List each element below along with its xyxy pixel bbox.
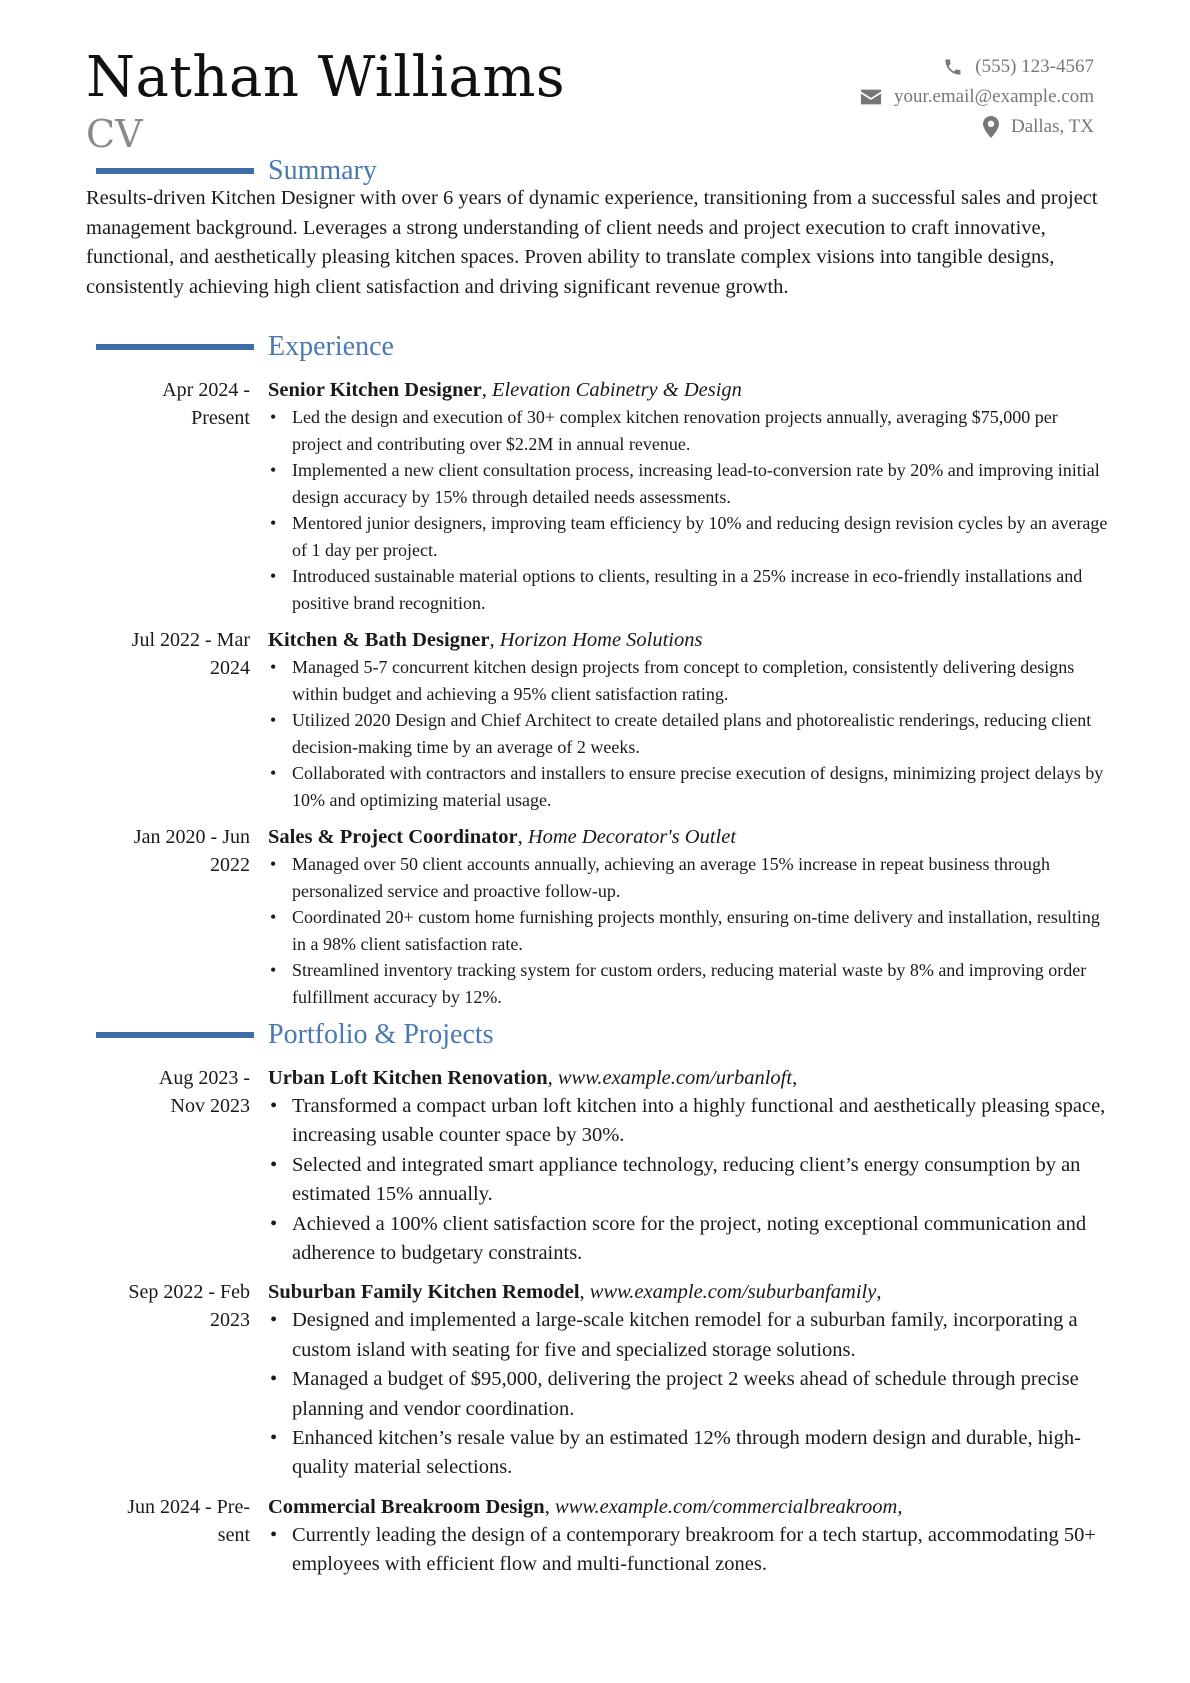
contact-location: Dallas, TX <box>1010 116 1094 137</box>
contact-location-row <box>860 112 1094 142</box>
entry-date <box>0 1278 250 1482</box>
entry-date-end: 2022 <box>210 854 250 876</box>
experience-heading <box>0 330 1190 366</box>
entry-date-start: Jul 2022 - Mar <box>131 629 250 651</box>
list-item: • Managed 5-7 concurrent kitchen design projects from concept to completion, consistently delivering designs within budget and achieving a 95% client satisfaction rating. <box>268 654 1108 707</box>
project-link[interactable]: www.example.com/urbanloft <box>557 1067 793 1089</box>
project-link[interactable]: www.example.com/suburbanfamily <box>589 1281 877 1304</box>
list-item: • Managed a budget of $95,000, delivering the project 2 weeks ahead of schedule through precise planning and vendor coordination. <box>268 1365 1108 1424</box>
entry-date-start: Sep 2022 - Feb <box>128 1281 250 1304</box>
contact-phone-row <box>860 52 1094 82</box>
entry-date-end: Present <box>191 407 250 429</box>
experience-entry <box>0 626 1190 813</box>
entry-heading: Urban Loft Kitchen Renovation, www.example.com/urbanloft, <box>268 1067 798 1089</box>
list-item: • Designed and implemented a large-scale kitchen remodel for a suburban family, incorporating a custom island with seating for five and specialized storage solutions. <box>268 1306 1108 1365</box>
experience-section <box>0 330 1190 1010</box>
summary-text: Results-driven Kitchen Designer with over 6 years of dynamic experience, transitioning from a successful sales and project management background. Leverages a strong understanding of client needs and project execution to craft innovative, functional, and aesthetically pleasing kitchen spaces. Proven ability to translate complex visions into tangible designs, consistently achieving high client satisfaction and driving significant revenue growth. <box>86 187 1098 298</box>
entry-body <box>268 1493 1108 1580</box>
project-entry <box>0 1064 1190 1268</box>
entry-body <box>268 1278 1108 1482</box>
entry-body <box>268 1064 1108 1268</box>
entry-heading: Suburban Family Kitchen Remodel, www.example.com/suburbanfamily, <box>268 1281 882 1304</box>
entry-heading: Kitchen & Bath Designer, Horizon Home Solutions <box>268 629 703 651</box>
entry-bullets <box>268 404 1108 616</box>
entry-date <box>0 1064 250 1268</box>
list-item: • Implemented a new client consultation process, increasing lead-to-conversion rate by 20% and improving initial design accuracy by 15% through detailed needs assessments. <box>268 457 1108 510</box>
entry-date-start: Aug 2023 - <box>158 1067 250 1089</box>
section-accent-bar <box>96 344 254 350</box>
list-item: • Selected and integrated smart appliance technology, reducing client’s energy consumption by an estimated 15% annually. <box>268 1151 1108 1210</box>
entry-date-end: Nov 2023 <box>170 1095 250 1117</box>
entry-heading: Commercial Breakroom Design, www.example.com/commercialbreakroom, <box>268 1495 903 1518</box>
entry-date-end: 2023 <box>210 1309 250 1332</box>
project-name: Urban Loft Kitchen Renovation <box>268 1067 548 1089</box>
entry-organization: Horizon Home Solutions <box>499 629 703 651</box>
entry-role: Kitchen & Bath Designer <box>268 629 490 651</box>
contact-phone: (555) 123-4567 <box>975 56 1094 77</box>
person-name: Nathan Williams <box>86 45 566 110</box>
entry-bullets <box>268 1092 1108 1268</box>
entry-date-start: Apr 2024 - <box>162 379 250 401</box>
list-item: • Introduced sustainable material options to clients, resulting in a 25% increase in eco-friendly installations and positive brand recognition. <box>268 563 1108 616</box>
entry-heading: Sales & Project Coordinator, Home Decorator's Outlet <box>268 826 737 848</box>
entry-date-end: sent <box>217 1523 250 1546</box>
section-accent-bar <box>96 168 254 174</box>
map-marker-icon <box>983 116 999 138</box>
entry-date <box>0 376 250 616</box>
list-item: • Achieved a 100% client satisfaction score for the project, noting exceptional communication and adherence to budgetary constraints. <box>268 1210 1108 1269</box>
list-item: • Transformed a compact urban loft kitchen into a highly functional and aesthetically pleasing space, increasing usable counter space by 30%. <box>268 1092 1108 1151</box>
entry-bullets <box>268 851 1108 1010</box>
entry-body <box>268 823 1108 1010</box>
contact-email-row <box>860 82 1094 112</box>
entry-date-end: 2024 <box>210 657 250 679</box>
project-entry <box>0 1493 1190 1580</box>
entry-role: Sales & Project Coordinator <box>268 826 518 848</box>
entry-date <box>0 1493 250 1580</box>
section-accent-bar <box>96 1032 254 1038</box>
summary-title: Summary <box>268 155 377 186</box>
phone-icon <box>943 57 963 77</box>
list-item: • Led the design and execution of 30+ complex kitchen renovation projects annually, averaging $75,000 per project and contributing over $2.2M in annual revenue. <box>268 404 1108 457</box>
contact-block <box>860 52 1094 142</box>
list-item: • Mentored junior designers, improving team efficiency by 10% and reducing design revision cycles by an average of 1 day per project. <box>268 510 1108 563</box>
list-item: • Managed over 50 client accounts annually, achieving an average 15% increase in repeat business through personalized service and proactive follow-up. <box>268 851 1108 904</box>
entry-body <box>268 376 1108 616</box>
entry-bullets <box>268 654 1108 813</box>
projects-heading <box>0 1018 1190 1054</box>
contact-email[interactable]: your.email@example.com <box>893 86 1094 107</box>
project-name: Commercial Breakroom Design <box>268 1495 545 1518</box>
entry-bullets <box>268 1306 1108 1482</box>
projects-title: Portfolio & Projects <box>268 1019 494 1050</box>
list-item: • Currently leading the design of a contemporary breakroom for a tech startup, accommodating 50+ employees with efficient flow and multi-functional zones. <box>268 1521 1108 1580</box>
entry-organization: Home Decorator's Outlet <box>527 826 737 848</box>
entry-date-start: Jan 2020 - Jun <box>133 826 250 848</box>
projects-section <box>0 1018 1190 1580</box>
envelope-icon <box>860 88 882 106</box>
entry-organization: Elevation Cabinetry & Design <box>491 379 742 401</box>
entry-date-start: Jun 2024 - Pre- <box>127 1495 250 1518</box>
list-item: • Collaborated with contractors and installers to ensure precise execution of designs, minimizing project delays by 10% and optimizing material usage. <box>268 760 1108 813</box>
experience-entry <box>0 823 1190 1010</box>
project-link[interactable]: www.example.com/commercialbreakroom <box>554 1495 898 1518</box>
experience-entry <box>0 376 1190 616</box>
entry-role: Senior Kitchen Designer <box>268 379 482 401</box>
entry-bullets <box>268 1521 1108 1580</box>
document-subtitle: CV <box>86 112 143 156</box>
entry-date <box>0 626 250 813</box>
list-item: • Enhanced kitchen’s resale value by an estimated 12% through modern design and durable, high-quality material selections. <box>268 1424 1108 1483</box>
list-item: • Coordinated 20+ custom home furnishing projects monthly, ensuring on-time delivery and installation, resulting in a 98% client satisfaction rate. <box>268 904 1108 957</box>
project-name: Suburban Family Kitchen Remodel <box>268 1281 580 1304</box>
project-entry <box>0 1278 1190 1482</box>
entry-heading: Senior Kitchen Designer, Elevation Cabinetry & Design <box>268 379 742 401</box>
entry-body <box>268 626 1108 813</box>
experience-title: Experience <box>268 331 394 362</box>
list-item: • Streamlined inventory tracking system for custom orders, reducing material waste by 8% and improving order fulfillment accuracy by 12%. <box>268 957 1108 1010</box>
list-item: • Utilized 2020 Design and Chief Architect to create detailed plans and photorealistic renderings, reducing client decision-making time by an average of 2 weeks. <box>268 707 1108 760</box>
entry-date <box>0 823 250 1010</box>
